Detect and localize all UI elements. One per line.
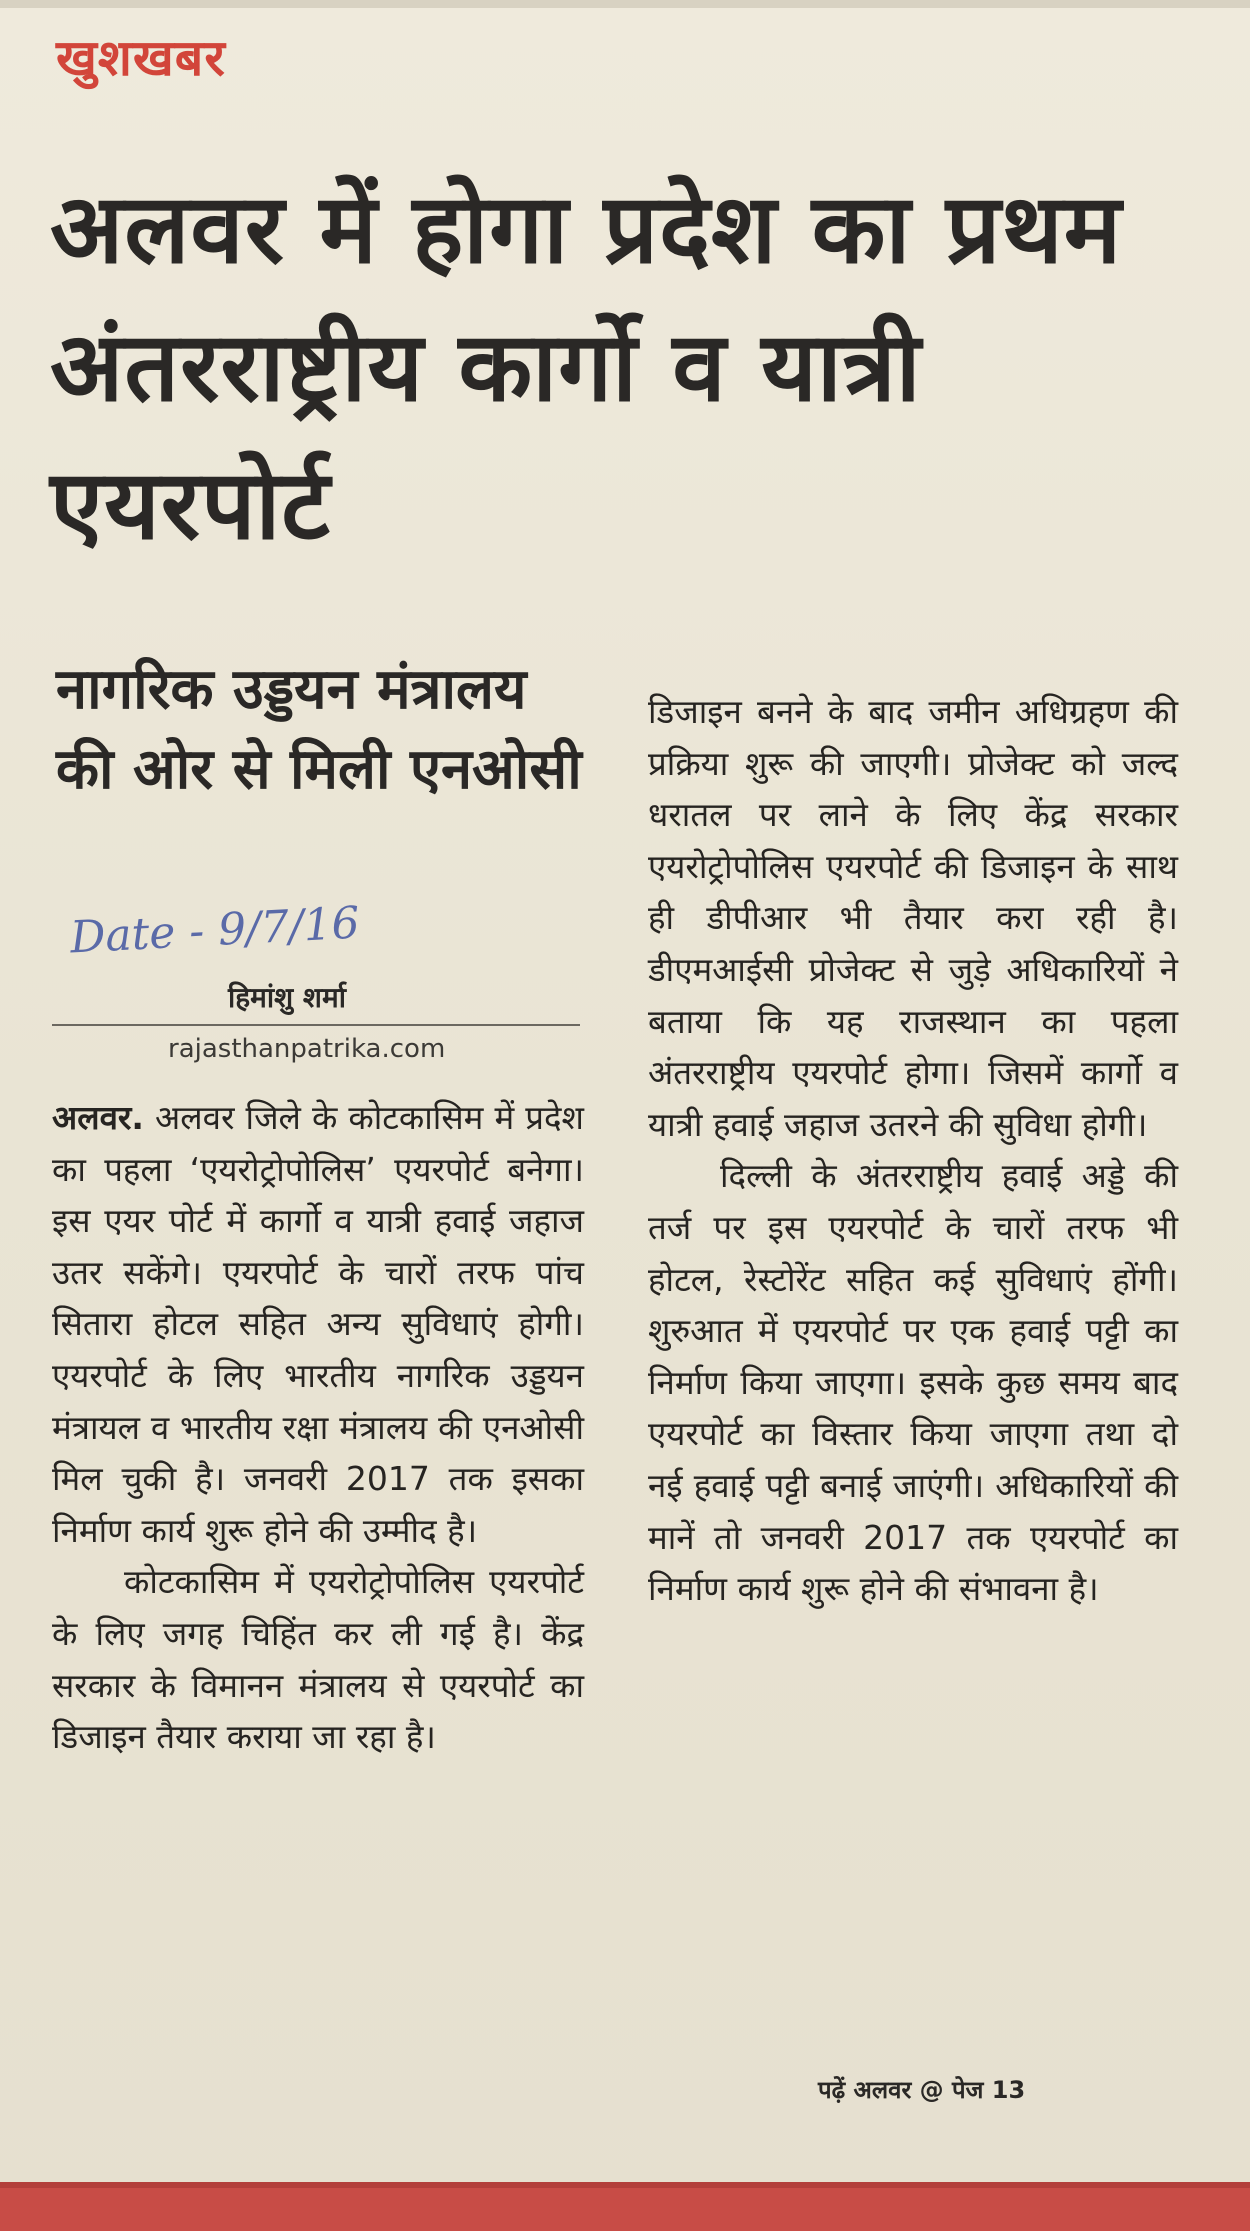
article-column-right (648, 686, 1178, 1615)
article-paragraph: दिल्ली के अंतरराष्ट्रीय हवाई अड्डे की तर्ज पर इस एयरपोर्ट के चारों तरफ भी होटल, रेस्टोरेंट सहित कई सुविधाएं होंगी। शुरुआत में एयरपोर्ट पर एक हवाई पट्टी का निर्माण किया जाएगा। इसके कुछ समय बाद एयरपोर्ट का विस्तार किया जाएगा तथा दो नई हवाई पट्टी बनाई जाएंगी। अधिकारियों की मानें तो जनवरी 2017 तक एयरपोर्ट का निर्माण कार्य शुरू होने की संभावना है। (648, 1156, 1178, 1609)
article-column-left (52, 1092, 584, 1763)
top-border (0, 0, 1250, 8)
dateline: अलवर. (52, 1098, 144, 1137)
byline-divider (52, 1024, 580, 1026)
bottom-color-band (0, 2182, 1250, 2231)
article-paragraph: डिजाइन बनने के बाद जमीन अधिग्रहण की प्रक्रिया शुरू की जाएगी। प्रोजेक्ट को जल्द धरातल पर लाने के लिए केंद्र सरकार एयरोट्रोपोलिस एयरपोर्ट की डिजाइन के साथ ही डीपीआर भी तैयार करा रही है। डीएमआईसी प्रोजेक्ट से जुड़े अधिकारियों ने बताया कि यह राजस्थान का पहला अंतरराष्ट्रीय एयरपोर्ट होगा। जिसमें कार्गो व यात्री हवाई जहाज उतरने की सुविधा होगी। (648, 692, 1178, 1144)
headline: अलवर में होगा प्रदेश का प्रथम अंतरराष्ट्रीय कार्गो व यात्री एयरपोर्ट (50, 173, 1123, 561)
continuation-note: पढ़ें अलवर @ पेज 13 (818, 2076, 1026, 2104)
website-credit: rajasthanpatrika.com (168, 1034, 446, 1064)
byline: हिमांशु शर्मा (228, 981, 346, 1014)
band-edge (0, 2182, 1250, 2188)
subheadline: नागरिक उड्डयन मंत्रालय की ओर से मिली एनओसी (56, 657, 582, 802)
article-paragraph (52, 1092, 584, 1556)
handwritten-date: Date - 9/7/16 (68, 897, 361, 964)
article-paragraph: कोटकासिम में एयरोट्रोपोलिस एयरपोर्ट के लिए जगह चिहिंत कर ली गई है। केंद्र सरकार के विमानन मंत्रालय से एयरपोर्ट का डिजाइन तैयार कराया जा रहा है। (52, 1562, 584, 1757)
kicker-label: खुशखबर (56, 29, 226, 87)
paragraph-text: अलवर जिले के कोटकासिम में प्रदेश का पहला ‘एयरोट्रोपोलिस’ एयरपोर्ट बनेगा। इस एयर पोर्ट में कार्गो व यात्री हवाई जहाज उतर सकेंगे। एयरपोर्ट के चारों तरफ पांच सितारा होटल सहित अन्य सुविधाएं होगी। एयरपोर्ट के लिए भारतीय नागरिक उड्डयन मंत्रायल व भारतीय रक्षा मंत्रालय की एनओसी मिल चुकी है। जनवरी 2017 तक इसका निर्माण कार्य शुरू होने की उम्मीद है। (52, 1098, 585, 1550)
